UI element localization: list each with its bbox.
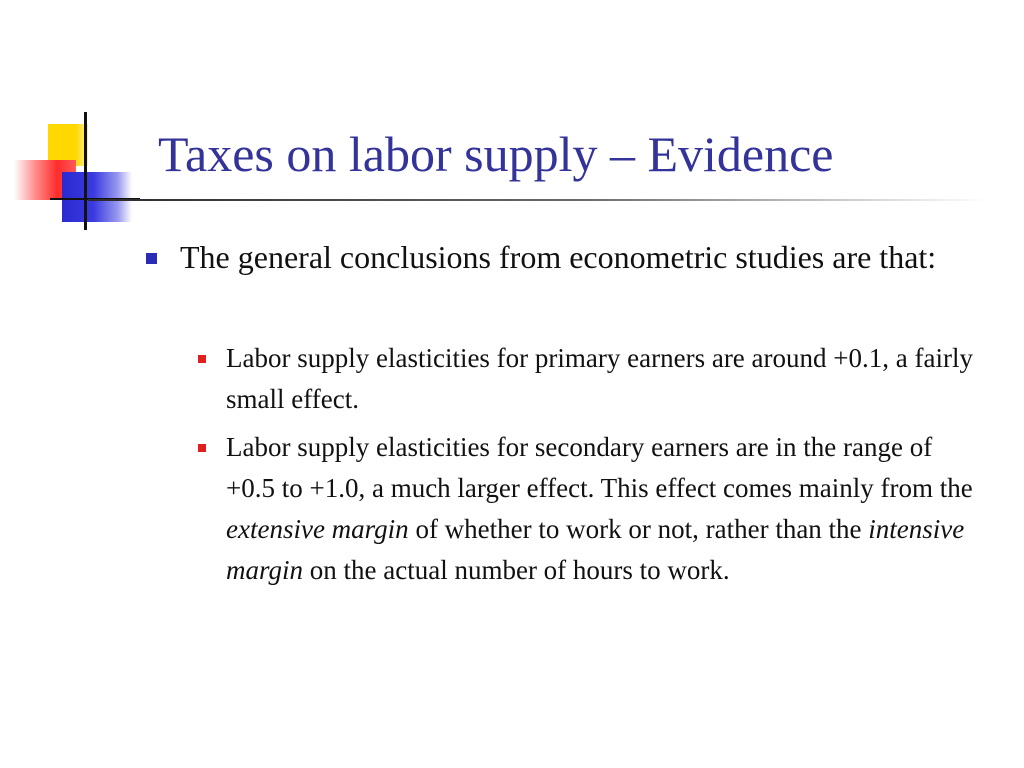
sub-bullet-secondary-earners [226, 427, 986, 591]
slide-title: Taxes on labor supply – Evidence [158, 126, 834, 182]
red-square-bullet-icon [198, 355, 206, 363]
red-square-bullet-icon [198, 444, 206, 452]
sub-bullet-text-part-3: on the actual number of hours to work. [303, 555, 730, 585]
sub-bullet-text-part-2: of whether to work or not, rather than the [408, 514, 869, 544]
bullet-main: The general conclusions from econometric studies are that: [180, 239, 937, 275]
sub-bullet-primary-earners: Labor supply elasticities for primary earners are around +0.1, a fairly small effect. [226, 343, 973, 414]
sub-bullet-text-part-1: Labor supply elasticities for secondary earners are in the range of +0.5 to +1.0, a much larger effect. This effect comes mainly from the [226, 432, 973, 503]
extensive-margin-term: extensive margin [226, 514, 409, 544]
blue-square-bullet-icon [146, 253, 157, 264]
intensive-margin-term: intensive margin [226, 514, 965, 585]
